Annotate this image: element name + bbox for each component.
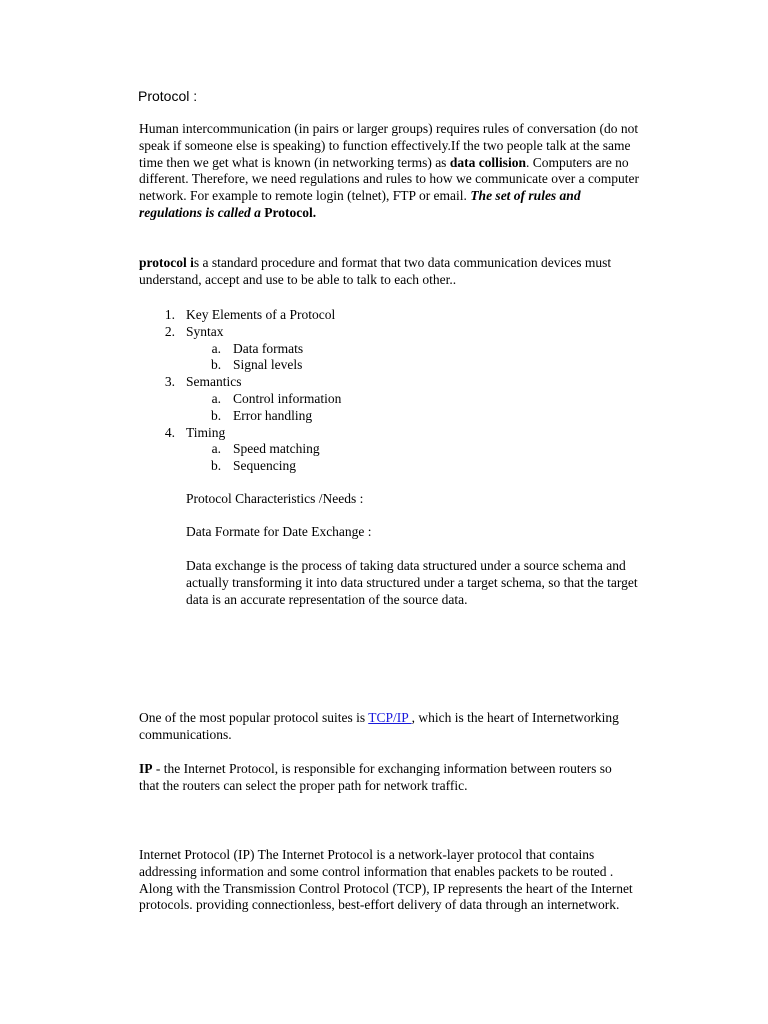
- intro-bold-protocol: Protocol.: [260, 204, 317, 220]
- ip-paragraph: [139, 761, 629, 795]
- list-item-number: 1.: [164, 307, 175, 322]
- definition-text: s a standard procedure and format that two data communication devices must understand, accept and use to be able to talk to each other..: [139, 255, 612, 287]
- tcp-ip-paragraph: [139, 710, 619, 744]
- list-item-label: Timing: [186, 424, 226, 440]
- internet-protocol-paragraph: Internet Protocol (IP) The Internet Protocol is a network-layer protocol that contains addressing information and some control information that enables packets to be routed . Along with the Transmission Control Protocol (TCP), IP represents the heart of the Internet protocols. providing connectionless, best-effort delivery of data through an internetwork.: [139, 847, 633, 913]
- intro-bold-italic: The set of rules and regulations is called a: [139, 188, 581, 220]
- list-item-label: Syntax: [186, 323, 224, 339]
- definition-paragraph: [139, 255, 659, 289]
- characteristics-heading: Protocol Characteristics /Needs :: [186, 491, 364, 506]
- list-item-label: Error handling: [233, 407, 313, 423]
- definition-bold: protocol i: [139, 255, 194, 270]
- intro-text-1: Human intercommunication (in pairs or larger groups) requires rules of conversation (do not speak if someone else is speaking) to function effectively.If the two people talk at the same time then we get what is known (in networking terms) as: [139, 121, 639, 170]
- list-item-number: 4.: [164, 424, 175, 440]
- tcp-ip-link[interactable]: TCP/IP: [368, 710, 412, 725]
- ip-text: - the Internet Protocol, is responsible for exchanging information between routers so that the routers can select the proper path for network traffic.: [139, 761, 612, 793]
- list-item-number: b.: [211, 357, 222, 373]
- list-item-number: b.: [211, 407, 222, 423]
- list-item-number: 2.: [164, 323, 175, 339]
- list-item-label: Control information: [233, 390, 342, 406]
- list-item-label: Key Elements of a Protocol: [186, 307, 336, 322]
- list-item-label: Signal levels: [233, 357, 303, 373]
- tcp-text-1: One of the most popular protocol suites is: [139, 710, 369, 725]
- list-item-number: 3.: [164, 374, 175, 390]
- list-item-label: Data formats: [233, 340, 304, 356]
- list-item-number: b.: [211, 458, 222, 474]
- list-item-number: a.: [211, 390, 221, 406]
- tcp-text-2: , which is the heart of Internetworking communications.: [139, 710, 619, 742]
- intro-bold-data-collision: data collision: [449, 154, 526, 170]
- page-title: Protocol :: [138, 88, 198, 104]
- intro-text-2: . Computers are no different. Therefore, we need regulations and rules to how we communicate over a computer network. For example to remote login (telnet), FTP or email.: [139, 154, 639, 204]
- list-item-number: a.: [211, 340, 221, 356]
- list-item-label: Semantics: [186, 374, 242, 390]
- ip-bold: IP: [139, 761, 153, 776]
- list-item-label: Speed matching: [233, 441, 320, 457]
- list-item-label: Sequencing: [233, 458, 296, 474]
- list-item-number: a.: [211, 441, 221, 457]
- intro-paragraph: [139, 121, 639, 222]
- data-format-heading: Data Formate for Date Exchange :: [186, 524, 372, 539]
- data-exchange-paragraph: Data exchange is the process of taking data structured under a source schema and actually transforming it into data structured under a target schema, so that the target data is an accurate representation of the source data.: [186, 558, 638, 607]
